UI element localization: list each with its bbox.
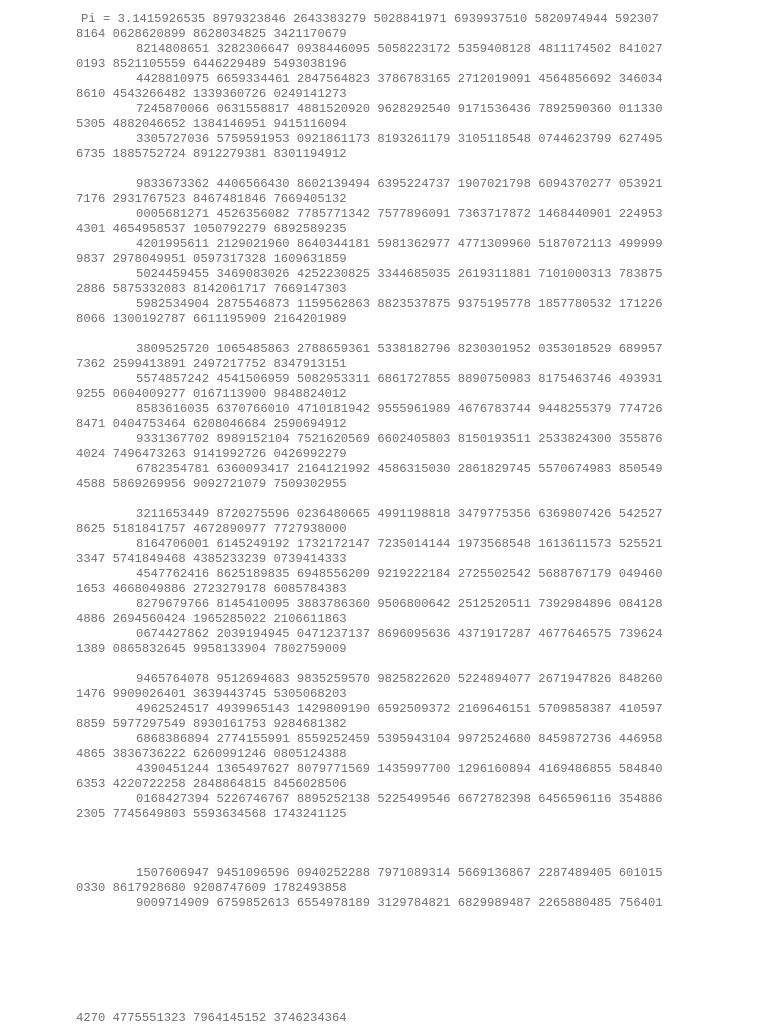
text-line: 7245870066 0631558817 4881520920 9628292540 9171536436 7892590360 011330: [136, 102, 663, 116]
text-line: 8164 0628620899 8628034825 3421170679: [76, 27, 347, 41]
text-line: 0674427862 2039194945 0471237137 8696095636 4371917287 4677646575 739624: [136, 627, 663, 641]
text-line: 1653 4668049886 2723279178 6085784383: [76, 582, 347, 596]
text-line: 8066 1300192787 6611195909 2164201989: [76, 312, 347, 326]
text-line: 8610 4543266482 1339360726 0249141273: [76, 87, 347, 101]
text-line: 8583616035 6370766010 4710181942 9555961989 4676783744 9448255379 774726: [136, 402, 663, 416]
text-line: 4962524517 4939965143 1429809190 6592509372 2169646151 5709858387 410597: [136, 702, 663, 716]
text-line: 4547762416 8625189835 6948556209 9219222184 2725502542 5688767179 049460: [136, 567, 663, 581]
text-line: 3211653449 8720275596 0236480665 4991198818 3479775356 6369807426 542527: [136, 507, 663, 521]
text-line: 9465764078 9512694683 9835259570 9825822620 5224894077 2671947826 848260: [136, 672, 663, 686]
text-line: 4024 7496473263 9141992726 0426992279: [76, 447, 347, 461]
text-line: 4428810975 6659334461 2847564823 3786783165 2712019091 4564856692 346034: [136, 72, 663, 86]
text-line: 9837 2978049951 0597317328 1609631859: [76, 252, 347, 266]
text-line: 4588 5869269956 9092721079 7509302955: [76, 477, 347, 491]
text-line: 5574857242 4541506959 5082953311 6861727855 8890750983 8175463746 493931: [136, 372, 663, 386]
text-line: 6353 4220722258 2848864815 8456028506: [76, 777, 347, 791]
text-line: 1507606947 9451096596 0940252288 7971089314 5669136867 2287489405 601015: [136, 866, 663, 880]
text-line: 5305 4882046652 1384146951 9415116094: [76, 117, 347, 131]
text-line: 7176 2931767523 8467481846 7669405132: [76, 192, 347, 206]
text-line: 0330 8617928680 9208747609 1782493858: [76, 881, 347, 895]
text-line: 2305 7745649803 5593634568 1743241125: [76, 807, 347, 821]
text-line: 9833673362 4406566430 8602139494 6395224737 1907021798 6094370277 053921: [136, 177, 663, 191]
text-line: 0005681271 4526356082 7785771342 7577896091 7363717872 1468440901 224953: [136, 207, 663, 221]
text-line: 6868386894 2774155991 8559252459 5395943104 9972524680 8459872736 446958: [136, 732, 663, 746]
text-line: 5982534904 2875546873 1159562863 8823537875 9375195778 1857780532 171226: [136, 297, 663, 311]
text-line: 8625 5181841757 4672890977 7727938000: [76, 522, 347, 536]
text-line: 8279679766 8145410095 3883786360 9506800642 2512520511 7392984896 084128: [136, 597, 663, 611]
text-line: 3347 5741849468 4385233239 0739414333: [76, 552, 347, 566]
text-line: 3809525720 1065485863 2788659361 5338182796 8230301952 0353018529 689957: [136, 342, 663, 356]
text-line: 6735 1885752724 8912279381 8301194912: [76, 147, 347, 161]
text-line: 6782354781 6360093417 2164121992 4586315030 2861829745 5570674983 850549: [136, 462, 663, 476]
text-line: 8471 0404753464 6208046684 2590694912: [76, 417, 347, 431]
text-line: 5024459455 3469083026 4252230825 3344685035 2619311881 7101000313 783875: [136, 267, 663, 281]
text-line: 4270 4775551323 7964145152 3746234364: [76, 1011, 347, 1025]
text-line: 8164706001 6145249192 1732172147 7235014144 1973568548 1613611573 525521: [136, 537, 663, 551]
text-line: 8214808651 3282306647 0938446095 5058223172 5359408128 4811174502 841027: [136, 42, 663, 56]
text-line: 7362 2599413891 2497217752 8347913151: [76, 357, 347, 371]
text-line: 9009714909 6759852613 6554978189 3129784821 6829989487 2265880485 756401: [136, 896, 663, 910]
text-line: 4390451244 1365497627 8079771569 1435997700 1296160894 4169486855 584840: [136, 762, 663, 776]
text-line: 4886 2694560424 1965285022 2106611863: [76, 612, 347, 626]
text-line: 1389 0865832645 9958133904 7802759009: [76, 642, 347, 656]
text-line: 2886 5875332083 8142061717 7669147303: [76, 282, 347, 296]
text-line: 4201995611 2129021960 8640344181 5981362977 4771309960 5187072113 499999: [136, 237, 663, 251]
text-line: 9255 0604009277 0167113900 9848824012: [76, 387, 347, 401]
text-line: 8859 5977297549 8930161753 9284681382: [76, 717, 347, 731]
text-line: 3305727036 5759591953 0921861173 8193261179 3105118548 0744623799 627495: [136, 132, 663, 146]
text-line: 4301 4654958537 1050792279 6892589235: [76, 222, 347, 236]
text-line: 4865 3836736222 6260991246 0805124388: [76, 747, 347, 761]
text-line: Pi = 3.1415926535 8979323846 2643383279 5028841971 6939937510 5820974944 592307: [81, 12, 659, 26]
text-line: 9331367702 8989152104 7521620569 6602405803 8150193511 2533824300 355876: [136, 432, 663, 446]
text-line: 0193 8521105559 6446229489 5493038196: [76, 57, 347, 71]
text-line: 1476 9909026401 3639443745 5305068203: [76, 687, 347, 701]
text-line: 0168427394 5226746767 8895252138 5225499546 6672782398 6456596116 354886: [136, 792, 663, 806]
